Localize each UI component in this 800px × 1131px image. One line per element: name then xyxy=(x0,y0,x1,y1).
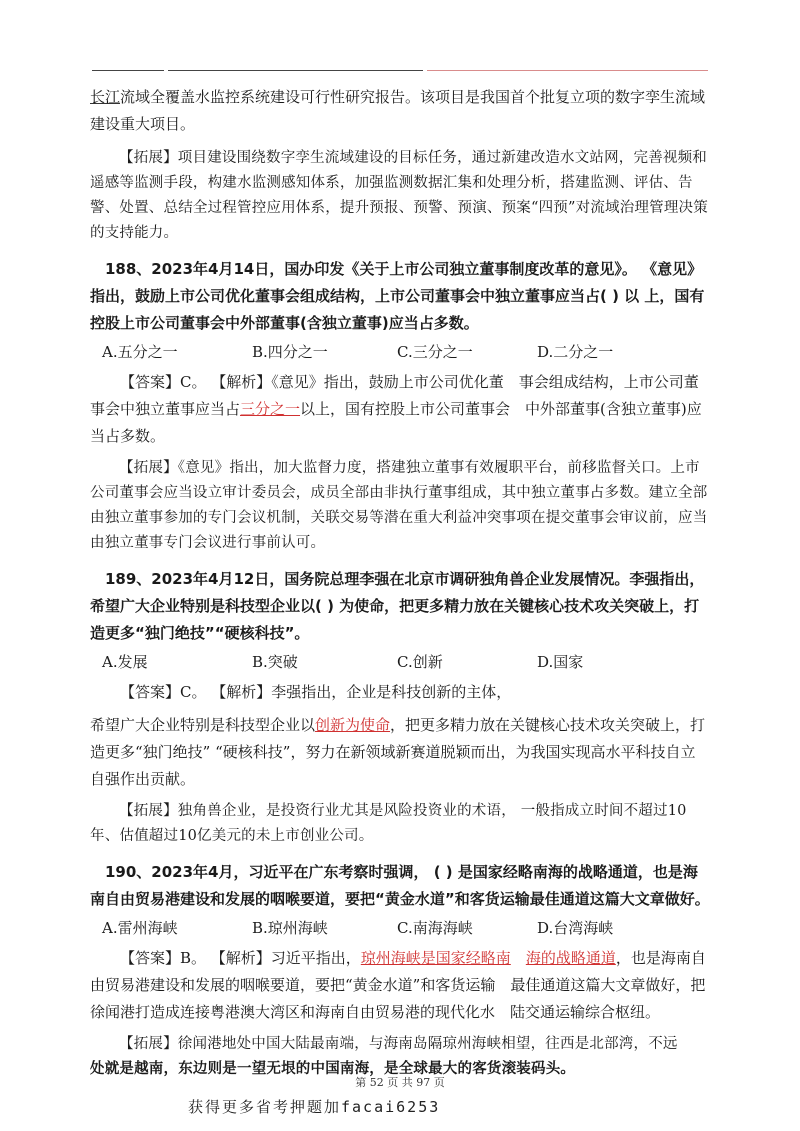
question-188-stem: 188、2023年4月14日，国办印发《关于上市公司独立董事制度改革的意见》。 《意见》指出，鼓励上市公司优化董事会组成结构，上市公司董事会中独立董事应当占( ) 以 上，国有控股上市公司董事会中外部董事(含独立董事)应当占多数。 xyxy=(90,260,705,332)
q190-option-d: D.台湾海峡 xyxy=(537,919,614,937)
q188-answer-highlight: 三分之一 xyxy=(240,400,301,418)
q188-answer-part-c: 以上，国有控股上市公司董事会 xyxy=(300,400,511,418)
question-189-options xyxy=(90,647,710,677)
question-189-answer-body xyxy=(90,712,710,793)
promo-text: 获得更多省考押题加facai6253 xyxy=(188,1098,441,1116)
q189-option-a: A.发展 xyxy=(102,653,148,671)
question-188-answer xyxy=(90,369,710,450)
q190-option-a: A.雷州海峡 xyxy=(102,919,178,937)
question-188-options xyxy=(90,337,710,367)
q188-option-c: C.三分之一 xyxy=(397,343,473,361)
intro-paragraph xyxy=(90,84,710,138)
q188-answer-part-b: 事会组成结构，上市公司董事会中独立董事应当占 xyxy=(90,373,699,418)
question-190-answer xyxy=(90,945,710,1026)
q189-answer-part-b: 希望广大企业特别是科技型企业以 xyxy=(90,716,316,734)
q190-answer-highlight-2: 海的战略通道 xyxy=(525,949,616,967)
question-188-extension: 【拓展】《意见》指出，加大监督力度，搭建独立董事有效履职平台，前移监督关口。上市公司董事会应当设立审计委员会，成员全部由非执行董事组成，其中独立董事占多数。建立全部由独立董事参加的专门会议机制，关联交易等潜在重大利益冲突事项在提交董事会审议前，应当由独立董事专门会议进行事前认可。 xyxy=(90,460,708,551)
intro-underlined: 长江 xyxy=(90,88,121,106)
question-190-extension-b: 处就是越南，东边则是一望无垠的中国南海，是全球最大的客货滚装码头。 xyxy=(90,1061,576,1077)
q190-option-b: B.琼州海峡 xyxy=(252,919,328,937)
question-190-stem: 190、2023年4月，习近平在广东考察时强调， ( ) 是国家经略南海的战略通道，也是海南自由贸易港建设和发展的咽喉要道，要把“黄金水道”和客货运输最佳通道这篇大文章做好。 xyxy=(90,863,710,908)
intro-text: 流域全覆盖水监控系统建设可行性研究报告。该项目是我国首个批复立项的数字孪生流域建设重大项目。 xyxy=(90,88,706,133)
q188-option-d: D.二分之一 xyxy=(537,343,614,361)
document-page xyxy=(90,84,710,1092)
extension-0: 【拓展】项目建设围绕数字孪生流域建设的目标任务，通过新建改造水文站网，完善视频和遥感等监测手段，构建水监测感知体系，加强监测数据汇集和处理分析，搭建监测、评估、告警、处置、总结全过程管控应用体系，提升预报、预警、预演、预案“四预”对流域治理管理决策的支持能力。 xyxy=(90,150,708,241)
q188-answer-part-d: 中外部董事(含独立董事)应当占多数。 xyxy=(90,400,702,445)
question-190-extension-a: 【拓展】徐闻港地处中国大陆最南端，与海南岛隔琼州海峡相望，往西是北部湾，不远 xyxy=(119,1036,678,1052)
question-190-options xyxy=(90,913,710,943)
question-189-stem: 189、2023年4月12日，国务院总理李强在北京市调研独角兽企业发展情况。李强指出，希望广大企业特别是科技型企业以( ) 为使命，把更多精力放在关键核心技术攻关突破上，打造更多“独门绝技”“硬核科技”。 xyxy=(90,570,705,642)
header-rule-right xyxy=(427,70,708,71)
question-189-extension: 【拓展】独角兽企业，是投资行业尤其是风险投资业的术语， 一般指成立时间不超过10年、估值超过10亿美元的未上市创业公司。 xyxy=(90,803,687,844)
q190-answer-part-a: 【答案】B。 【解析】习近平指出， xyxy=(120,949,361,967)
q190-answer-part-b: ，也是海南自由贸易港建设和发展的咽喉要道，要把“黄金水道”和客货运输 xyxy=(90,949,706,994)
q189-answer-highlight: 创新为使命 xyxy=(315,716,391,734)
q190-answer-part-c: 最佳通道这篇大文章做好，把徐闻港打造成连接粤港澳大湾区和海南自由贸易港的现代化水 xyxy=(90,976,706,1021)
header-rule-left xyxy=(92,70,164,71)
header-rule-middle xyxy=(168,70,423,71)
q190-option-c: C.南海海峡 xyxy=(397,919,473,937)
q188-option-a: A.五分之一 xyxy=(102,343,178,361)
question-189-answer-head: 【答案】C。 【解析】李强指出，企业是科技创新的主体， xyxy=(120,683,512,701)
q189-option-d: D.国家 xyxy=(537,653,584,671)
q189-option-b: B.突破 xyxy=(252,653,298,671)
q190-answer-part-d: 陆交通运输综合枢纽。 xyxy=(510,1003,661,1021)
q190-answer-highlight-1: 琼州海峡是国家经略南 xyxy=(360,949,511,967)
q188-answer-part-a: 【答案】C。 【解析】《意见》指出，鼓励上市公司优化董 xyxy=(120,373,504,391)
page-number: 第 52 页 共 97 页 xyxy=(355,1076,445,1089)
q189-answer-part-c: ，把更多精力放在关键核心技术攻关突破上，打造更多“独门绝技” “硬核科技”，努力在新领域新赛道脱颖而出，为我国实现高水平科技自立自强作出贡献。 xyxy=(90,716,706,788)
q189-option-c: C.创新 xyxy=(397,653,443,671)
q188-option-b: B.四分之一 xyxy=(252,343,328,361)
